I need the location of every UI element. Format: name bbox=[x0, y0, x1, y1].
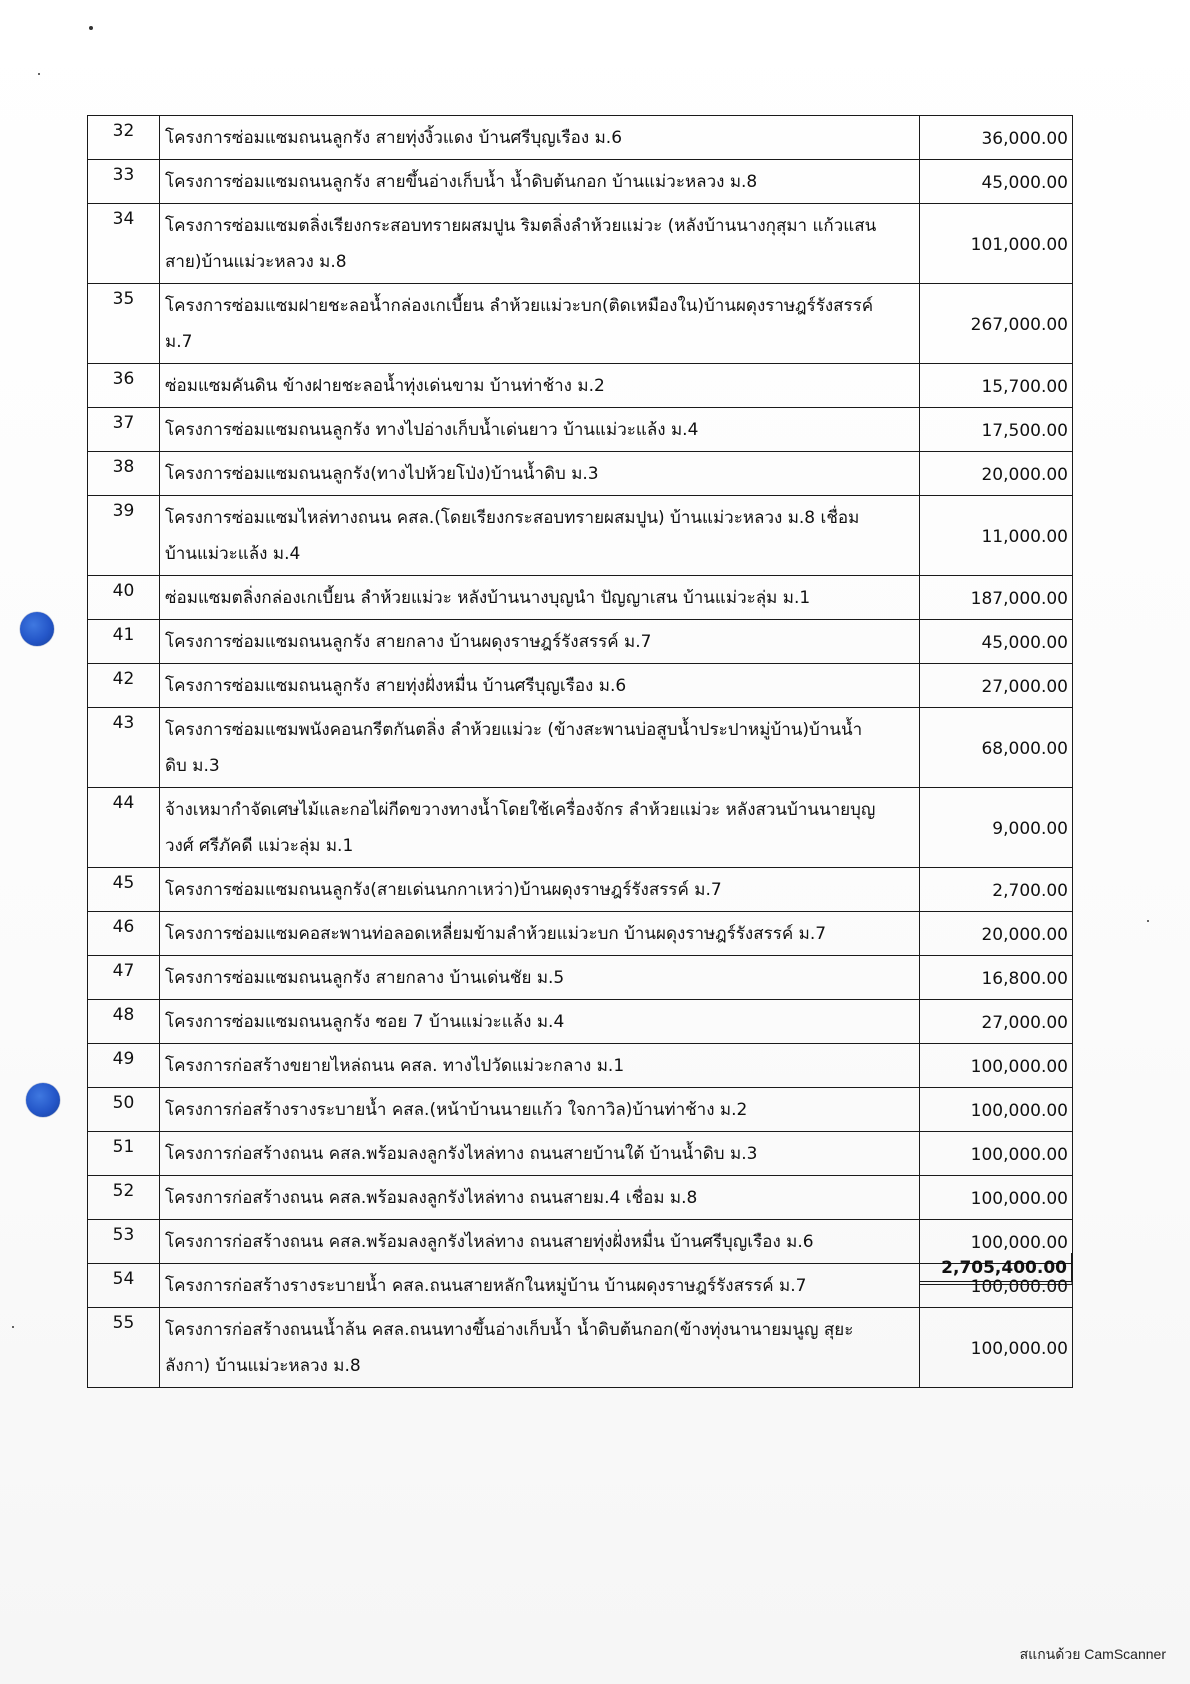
table-row bbox=[88, 1176, 1073, 1220]
project-name-line: โครงการก่อสร้างถนน คสล.พร้อมลงลูกรังไหล่ทาง ถนนสายบ้านใต้ บ้านน้ำดิบ ม.3 bbox=[165, 1144, 758, 1164]
project-name bbox=[160, 496, 920, 576]
row-number: 39 bbox=[88, 496, 160, 576]
row-number: 37 bbox=[88, 408, 160, 452]
project-amount: 100,000.00 bbox=[920, 1176, 1073, 1220]
project-amount: 45,000.00 bbox=[920, 160, 1073, 204]
project-amount: 2,700.00 bbox=[920, 868, 1073, 912]
project-amount: 27,000.00 bbox=[920, 1000, 1073, 1044]
row-number: 49 bbox=[88, 1044, 160, 1088]
project-name bbox=[160, 1308, 920, 1388]
project-name-line: จ้างเหมากำจัดเศษไม้และกอไผ่กีดขวางทางน้ำโดยใช้เครื่องจักร ลำห้วยแม่วะ หลังสวนบ้านนายบุญ bbox=[165, 800, 876, 820]
project-amount: 16,800.00 bbox=[920, 956, 1073, 1000]
table-row bbox=[88, 620, 1073, 664]
project-amount: 11,000.00 bbox=[920, 496, 1073, 576]
scan-speck bbox=[89, 26, 93, 30]
row-number: 45 bbox=[88, 868, 160, 912]
project-name-line: วงศ์ ศรีภัคดี แม่วะลุ่ม ม.1 bbox=[165, 836, 354, 856]
row-number: 32 bbox=[88, 116, 160, 160]
row-number: 43 bbox=[88, 708, 160, 788]
project-name-line: ม.7 bbox=[165, 332, 193, 352]
project-name-line: โครงการซ่อมแซมถนนลูกรัง สายกลาง บ้านเด่นชัย ม.5 bbox=[165, 968, 565, 988]
project-name bbox=[160, 1220, 920, 1264]
row-number: 38 bbox=[88, 452, 160, 496]
project-amount: 187,000.00 bbox=[920, 576, 1073, 620]
row-number: 33 bbox=[88, 160, 160, 204]
project-name-line: โครงการซ่อมแซมตลิ่งเรียงกระสอบทรายผสมปูน ริมตลิ่งลำห้วยแม่วะ (หลังบ้านนางกุสุมา แก้วแสน bbox=[165, 216, 877, 236]
project-name bbox=[160, 1088, 920, 1132]
grand-total: 2,705,400.00 bbox=[919, 1253, 1072, 1285]
table-row bbox=[88, 1308, 1073, 1388]
project-amount: 36,000.00 bbox=[920, 116, 1073, 160]
project-name bbox=[160, 868, 920, 912]
table-row bbox=[88, 1044, 1073, 1088]
table-row bbox=[88, 664, 1073, 708]
table-row bbox=[88, 788, 1073, 868]
table-row bbox=[88, 868, 1073, 912]
project-name-line: ดิบ ม.3 bbox=[165, 756, 220, 776]
project-name-line: โครงการซ่อมแซมถนนลูกรัง ซอย 7 บ้านแม่วะแล้ง ม.4 bbox=[165, 1012, 565, 1032]
project-amount: 100,000.00 bbox=[920, 1088, 1073, 1132]
scan-speck bbox=[1147, 920, 1149, 922]
project-name-line: โครงการซ่อมแซมถนนลูกรัง สายทุ่งฝั่งหมื่น บ้านศรีบุญเรือง ม.6 bbox=[165, 676, 627, 696]
table-row bbox=[88, 1000, 1073, 1044]
project-name bbox=[160, 576, 920, 620]
row-number: 36 bbox=[88, 364, 160, 408]
project-amount: 45,000.00 bbox=[920, 620, 1073, 664]
row-number: 41 bbox=[88, 620, 160, 664]
project-name bbox=[160, 956, 920, 1000]
project-name-line: โครงการก่อสร้างถนนน้ำล้น คสล.ถนนทางขึ้นอ่างเก็บน้ำ น้ำดิบต้นกอก(ข้างทุ่งนานายมนูญ สุยะ bbox=[165, 1320, 854, 1340]
project-name-line: ซ่อมแซมตลิ่งกล่องเกเบี้ยน ลำห้วยแม่วะ หลังบ้านนางบุญนำ ปัญญาเสน บ้านแม่วะลุ่ม ม.1 bbox=[165, 588, 811, 608]
row-number: 35 bbox=[88, 284, 160, 364]
row-number: 51 bbox=[88, 1132, 160, 1176]
project-name-line: ลังกา) บ้านแม่วะหลวง ม.8 bbox=[165, 1356, 361, 1376]
table-row bbox=[88, 408, 1073, 452]
project-name bbox=[160, 364, 920, 408]
row-number: 50 bbox=[88, 1088, 160, 1132]
table-row bbox=[88, 160, 1073, 204]
project-name-line: โครงการซ่อมแซมพนังคอนกรีตกันตลิ่ง ลำห้วยแม่วะ (ข้างสะพานบ่อสูบน้ำประปาหมู่บ้าน)บ้านน้ำ bbox=[165, 720, 863, 740]
project-name-line: โครงการก่อสร้างถนน คสล.พร้อมลงลูกรังไหล่ทาง ถนนสายทุ่งฝั่งหมื่น บ้านศรีบุญเรือง ม.6 bbox=[165, 1232, 814, 1252]
table-row bbox=[88, 1088, 1073, 1132]
table-row bbox=[88, 452, 1073, 496]
project-name bbox=[160, 204, 920, 284]
table-row bbox=[88, 1132, 1073, 1176]
project-name bbox=[160, 1000, 920, 1044]
camscanner-watermark: สแกนด้วย CamScanner bbox=[1019, 1646, 1166, 1662]
project-table bbox=[87, 115, 1073, 1388]
project-name-line: โครงการซ่อมแซมฝายชะลอน้ำกล่องเกเบี้ยน ลำห้วยแม่วะบก(ติดเหมืองใน)บ้านผดุงราษฎร์รังสรรค์ bbox=[165, 296, 874, 316]
project-amount: 100,000.00 bbox=[920, 1308, 1073, 1388]
table-row bbox=[88, 576, 1073, 620]
project-name-line: โครงการซ่อมแซมคอสะพานท่อลอดเหลี่ยมข้ามลำห้วยแม่วะบก บ้านผดุงราษฎร์รังสรรค์ ม.7 bbox=[165, 924, 827, 944]
row-number: 52 bbox=[88, 1176, 160, 1220]
table-row bbox=[88, 284, 1073, 364]
project-name-line: โครงการซ่อมแซมไหล่ทางถนน คสล.(โดยเรียงกระสอบทรายผสมปูน) บ้านแม่วะหลวง ม.8 เชื่อม bbox=[165, 508, 860, 528]
row-number: 44 bbox=[88, 788, 160, 868]
project-name-line: ซ่อมแซมคันดิน ข้างฝายชะลอน้ำทุ่งเด่นขาม บ้านท่าช้าง ม.2 bbox=[165, 376, 605, 396]
project-name bbox=[160, 160, 920, 204]
table-row bbox=[88, 116, 1073, 160]
project-amount: 101,000.00 bbox=[920, 204, 1073, 284]
project-name bbox=[160, 408, 920, 452]
row-number: 48 bbox=[88, 1000, 160, 1044]
project-name bbox=[160, 664, 920, 708]
project-amount: 68,000.00 bbox=[920, 708, 1073, 788]
punch-hole-top bbox=[20, 612, 54, 646]
project-name-line: โครงการซ่อมแซมถนนลูกรัง(ทางไปห้วยโป่ง)บ้านน้ำดิบ ม.3 bbox=[165, 464, 599, 484]
punch-hole-bottom bbox=[26, 1083, 60, 1117]
table-row bbox=[88, 708, 1073, 788]
row-number: 55 bbox=[88, 1308, 160, 1388]
project-name-line: โครงการซ่อมแซมถนนลูกรัง(สายเด่นนกกาเหว่า)บ้านผดุงราษฎร์รังสรรค์ ม.7 bbox=[165, 880, 722, 900]
project-amount: 100,000.00 bbox=[920, 1220, 1073, 1264]
scan-speck bbox=[38, 73, 40, 75]
project-name-line: โครงการซ่อมแซมถนนลูกรัง สายขึ้นอ่างเก็บน้ำ น้ำดิบต้นกอก บ้านแม่วะหลวง ม.8 bbox=[165, 172, 758, 192]
project-name bbox=[160, 1176, 920, 1220]
project-name-line: โครงการซ่อมแซมถนนลูกรัง สายทุ่งงิ้วแดง บ้านศรีบุญเรือง ม.6 bbox=[165, 128, 623, 148]
project-table-body bbox=[88, 116, 1073, 1388]
project-name bbox=[160, 116, 920, 160]
project-name-line: โครงการซ่อมแซมถนนลูกรัง ทางไปอ่างเก็บน้ำเด่นยาว บ้านแม่วะแล้ง ม.4 bbox=[165, 420, 699, 440]
project-name-line: สาย)บ้านแม่วะหลวง ม.8 bbox=[165, 252, 347, 272]
row-number: 40 bbox=[88, 576, 160, 620]
project-name-line: โครงการก่อสร้างรางระบายน้ำ คสล.(หน้าบ้านนายแก้ว ใจกาวิล)บ้านท่าช้าง ม.2 bbox=[165, 1100, 748, 1120]
project-name-line: โครงการก่อสร้างรางระบายน้ำ คสล.ถนนสายหลักในหมู่บ้าน บ้านผดุงราษฎร์รังสรรค์ ม.7 bbox=[165, 1276, 807, 1296]
project-amount: 267,000.00 bbox=[920, 284, 1073, 364]
scan-speck bbox=[12, 1326, 14, 1328]
project-amount: 100,000.00 bbox=[920, 1044, 1073, 1088]
project-amount: 9,000.00 bbox=[920, 788, 1073, 868]
row-number: 42 bbox=[88, 664, 160, 708]
project-name bbox=[160, 1264, 920, 1308]
project-name bbox=[160, 1132, 920, 1176]
table-row bbox=[88, 956, 1073, 1000]
project-amount: 100,000.00 bbox=[920, 1132, 1073, 1176]
project-name bbox=[160, 620, 920, 664]
table-row bbox=[88, 364, 1073, 408]
project-name-line: โครงการซ่อมแซมถนนลูกรัง สายกลาง บ้านผดุงราษฎร์รังสรรค์ ม.7 bbox=[165, 632, 652, 652]
table-row bbox=[88, 496, 1073, 576]
project-amount: 27,000.00 bbox=[920, 664, 1073, 708]
project-amount: 20,000.00 bbox=[920, 912, 1073, 956]
project-name bbox=[160, 1044, 920, 1088]
project-name-line: บ้านแม่วะแล้ง ม.4 bbox=[165, 544, 301, 564]
row-number: 46 bbox=[88, 912, 160, 956]
row-number: 53 bbox=[88, 1220, 160, 1264]
project-amount: 20,000.00 bbox=[920, 452, 1073, 496]
row-number: 47 bbox=[88, 956, 160, 1000]
project-name-line: โครงการก่อสร้างขยายไหล่ถนน คสล. ทางไปวัดแม่วะกลาง ม.1 bbox=[165, 1056, 625, 1076]
project-amount: 100,000.00 bbox=[920, 1264, 1073, 1308]
project-name bbox=[160, 912, 920, 956]
project-name bbox=[160, 284, 920, 364]
project-name bbox=[160, 452, 920, 496]
project-amount: 15,700.00 bbox=[920, 364, 1073, 408]
project-list bbox=[87, 115, 1072, 1388]
project-name bbox=[160, 788, 920, 868]
project-name-line: โครงการก่อสร้างถนน คสล.พร้อมลงลูกรังไหล่ทาง ถนนสายม.4 เชื่อม ม.8 bbox=[165, 1188, 698, 1208]
project-name bbox=[160, 708, 920, 788]
row-number: 34 bbox=[88, 204, 160, 284]
table-row bbox=[88, 912, 1073, 956]
project-amount: 17,500.00 bbox=[920, 408, 1073, 452]
row-number: 54 bbox=[88, 1264, 160, 1308]
table-row bbox=[88, 204, 1073, 284]
